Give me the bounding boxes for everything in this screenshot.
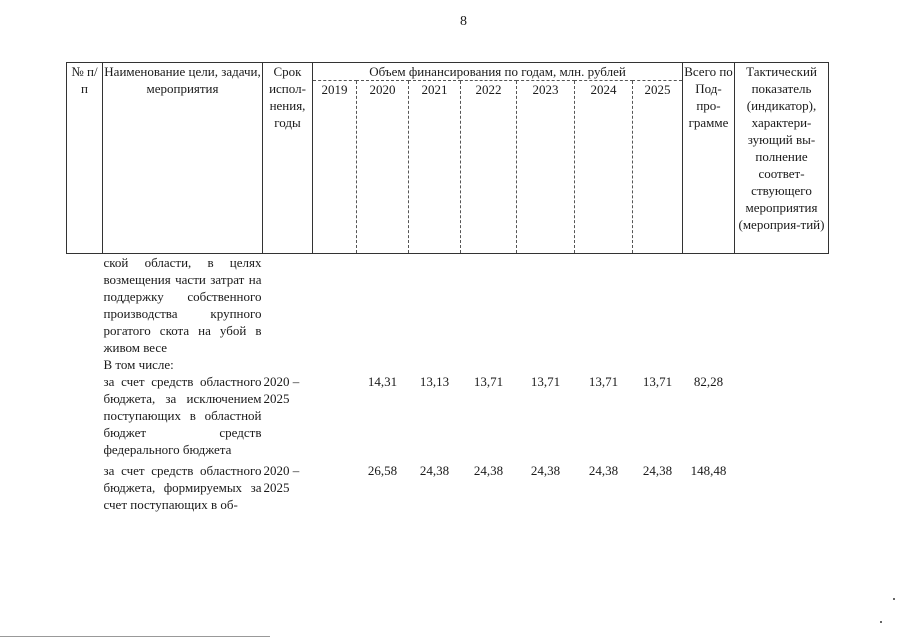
header-total: Всего по Под-про-грамме bbox=[683, 63, 735, 254]
row-value: 13,71 bbox=[530, 374, 561, 389]
table-row bbox=[67, 356, 829, 373]
header-name: Наименование цели, задачи, мероприятия bbox=[103, 63, 263, 254]
header-year-2022: 2022 bbox=[461, 81, 517, 254]
row-value bbox=[575, 356, 633, 373]
header-indicator: Тактический показатель (индикатор), характери-зующий вы-полнение соответ-ствующего мероприятия (мероприя-тий) bbox=[735, 63, 829, 254]
scan-artifact-line bbox=[0, 636, 270, 637]
row-value: 13,71 bbox=[642, 374, 673, 389]
row-term: 2020 – 2025 bbox=[263, 463, 300, 495]
row-term bbox=[263, 356, 313, 373]
row-value bbox=[461, 254, 517, 357]
row-name: за счет средств областного бюджета, формируемых за счет поступающих в об- bbox=[103, 463, 262, 512]
row-value: 24,38 bbox=[642, 463, 673, 478]
header-year-2020: 2020 bbox=[357, 81, 409, 254]
row-value bbox=[313, 462, 357, 513]
row-value bbox=[461, 356, 517, 373]
row-value: 14,31 bbox=[367, 374, 398, 389]
row-total: 82,28 bbox=[693, 374, 724, 389]
row-value bbox=[633, 356, 683, 373]
row-value bbox=[313, 356, 357, 373]
page-number: 8 bbox=[460, 14, 467, 29]
row-value bbox=[313, 373, 357, 462]
row-value bbox=[357, 254, 409, 357]
header-term: Срок испол-нения, годы bbox=[263, 63, 313, 254]
row-term bbox=[263, 254, 313, 357]
row-value bbox=[517, 254, 575, 357]
row-value: 13,71 bbox=[473, 374, 504, 389]
row-value: 13,13 bbox=[419, 374, 450, 389]
row-value: 13,71 bbox=[588, 374, 619, 389]
row-total bbox=[683, 356, 735, 373]
row-value bbox=[517, 356, 575, 373]
header-no: № п/п bbox=[67, 63, 103, 254]
row-value bbox=[313, 254, 357, 357]
row-name: ской области, в целях возмещения части затрат на поддержку собственного производства крупного рогатого скота на убой в живом весе bbox=[103, 255, 262, 355]
row-value: 24,38 bbox=[473, 463, 504, 478]
header-year-2023: 2023 bbox=[517, 81, 575, 254]
row-term: 2020 – 2025 bbox=[263, 374, 300, 406]
scan-artifact-dot bbox=[893, 598, 895, 600]
row-value: 24,38 bbox=[419, 463, 450, 478]
row-total bbox=[683, 254, 735, 357]
header-year-2024: 2024 bbox=[575, 81, 633, 254]
row-value bbox=[633, 254, 683, 357]
header-year-2019: 2019 bbox=[313, 81, 357, 254]
row-value bbox=[575, 254, 633, 357]
row-value: 24,38 bbox=[530, 463, 561, 478]
row-value bbox=[409, 254, 461, 357]
row-value: 26,58 bbox=[367, 463, 398, 478]
header-year-2021: 2021 bbox=[409, 81, 461, 254]
row-total: 148,48 bbox=[690, 463, 727, 478]
table-row bbox=[67, 373, 829, 462]
table-row bbox=[67, 254, 829, 357]
scan-artifact-dot bbox=[880, 621, 882, 623]
header-year-2025: 2025 bbox=[633, 81, 683, 254]
header-financing: Объем финансирования по годам, млн. рублей bbox=[313, 63, 683, 81]
row-value: 24,38 bbox=[588, 463, 619, 478]
row-name: за счет средств областного бюджета, за исключением поступающих в областной бюджет средств федерального бюджета bbox=[103, 374, 262, 457]
table-row bbox=[67, 462, 829, 513]
row-name: В том числе: bbox=[103, 357, 174, 372]
financing-table bbox=[66, 62, 829, 513]
row-value bbox=[357, 356, 409, 373]
row-value bbox=[409, 356, 461, 373]
